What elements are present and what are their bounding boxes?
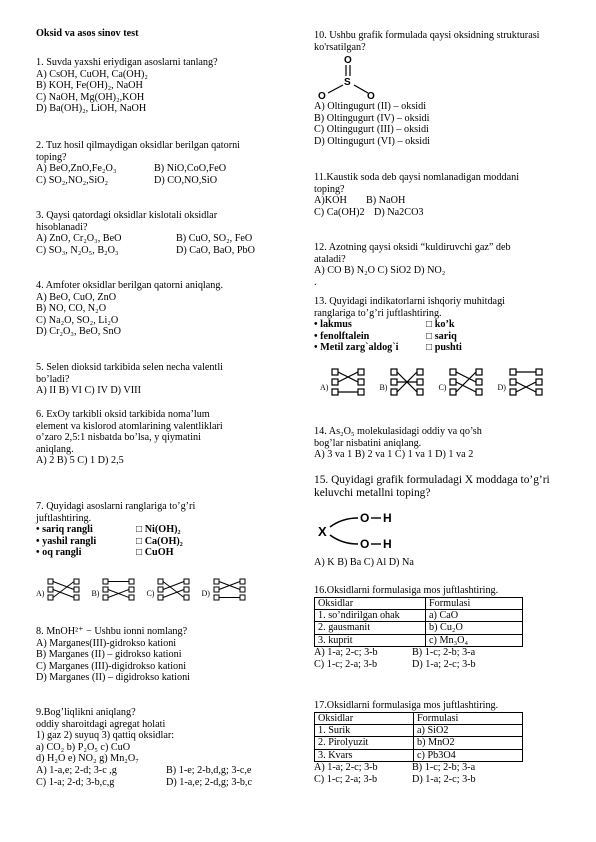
pairing-diagram-icon — [331, 368, 365, 396]
pairing-diagram-icon — [102, 578, 136, 602]
option-c[interactable]: C) 1-a; 2-d; 3-b,c,g — [36, 776, 115, 788]
option-a[interactable]: A) 1-a; 2-c; 3-b — [314, 647, 378, 659]
table-row: 2. Pirolyuzit b) MnO2 — [315, 737, 523, 749]
q16-table: Oksidlar Formulasi 1. so’ndirilgan ohak a) CaO 2. gausmanit b) Cu₂O 3. kuprit c) Mn₃O₄ — [314, 597, 523, 648]
oxygen-top-label: O — [360, 511, 370, 525]
question-8: 8. MnOH²⁺ − Ushbu ionni nomlang? A) Marganes(III)-gidrokso kationi B) Marganes (II) – gidrokso kationi C) Marganes (III)-digidrokso kationi D) Marganes (II) – digidrokso kationi — [36, 626, 292, 684]
question-11: 11.Kaustik soda deb qaysi nomlanadigan moddani toping? A)KOH B) NaOH C) Ca(OH)2 D) Na2CO3 — [314, 172, 520, 218]
oxygen-top-label: O — [344, 55, 352, 66]
question-14: 14. As₂O₅ molekulasidagi oddiy va qo’sh bog’lar nisbatini aniqlang. A) 3 va 1 B) 2 va 1 C) 1 va 1 D) 1 va 2 — [314, 426, 576, 461]
option-b[interactable]: B) NO, CO, N₂O — [36, 303, 107, 315]
question-15-options — [314, 557, 576, 569]
q7-option-c[interactable]: C) — [146, 578, 191, 602]
question-15: 15. Quyidagi grafik formuladagi X moddaga to’g’ri keluvchi metallni toping? — [314, 474, 550, 499]
pairing-diagram-icon — [449, 368, 483, 396]
options-line[interactable]: A) 2 B) 5 C) 1 D) 2,5 — [36, 455, 124, 467]
sulfur-label: S — [344, 77, 351, 88]
test-title: Oksid va asos sinov test — [36, 28, 139, 39]
option-c[interactable]: C) NaOH, Mg(OH)₂,KOH — [36, 91, 145, 103]
q7-option-b[interactable]: B) — [91, 578, 136, 602]
option-a[interactable]: A) ZnO, Cr₂O₃, BeO — [36, 233, 122, 245]
option-d[interactable]: D) Cr₂O₃, BeO, SnO — [36, 326, 121, 338]
option-a[interactable]: A) BeO,ZnO,Fe₂O₃ — [36, 163, 117, 175]
question-5: 5. Selen dioksid tarkibida selen necha valentli bo’ladi? A) II B) VI C) IV D) VIII — [36, 362, 292, 397]
question-13: 13. Quyidagi indikatorlarni ishqoriy muhitdagi ranglariga to’g’ri juftlashtiring. • lakmus □ ko’k • fenolftalein □ sariq • Metil zarg`aldog`i □ pushti — [314, 296, 505, 354]
options-line[interactable]: A) 3 va 1 B) 2 va 1 C) 1 va 1 D) 1 va 2 — [314, 449, 474, 461]
hydrogen-top-label: H — [383, 511, 392, 525]
question-16: 16.Oksidlarni formulasiga mos juftlashtiring. Oksidlar Formulasi 1. so’ndirilgan ohak a) CaO 2. gausmanit b) Cu₂O 3. kuprit c) Mn₃O₄ A) 1-a; 2-c; 3-b B) 1-c; 2-b; 3-a C) 1-c; 2-a; 3-b D) 1-a; 2-c; 3-b — [314, 585, 576, 670]
so2-structure-diagram — [316, 52, 578, 100]
option-c[interactable]: C) Ca(OH)2 — [314, 206, 365, 218]
option-a[interactable]: A) CsOH, CuOH, Ca(OH)₂ — [36, 68, 148, 80]
option-c[interactable]: C) SO₂,NO₂,SiO₂ — [36, 174, 109, 186]
q17-table: Oksidlar Formulasi 1. Surik a) SiO2 2. Pirolyuzit b) MnO2 3. Kvars c) Pb3O4 — [314, 712, 523, 763]
option-a[interactable]: A) BeO, CuO, ZnO — [36, 291, 117, 303]
x-oh-structure-diagram — [316, 508, 578, 554]
q13-option-a[interactable]: A) — [320, 368, 365, 396]
q13-option-c[interactable]: C) — [438, 368, 483, 396]
question-7: 7. Quyidagi asoslarni ranglariga to’g’ri juftlashtiring. • sariq rangli □ Ni(OH)₂ • yashil rangli □ Ca(OH)₂ • oq rangli □ CuOH — [36, 501, 196, 559]
option-b[interactable]: B) Oltingugurt (IV) – oksidi — [314, 112, 430, 124]
options-line[interactable]: A) II B) VI C) IV D) VIII — [36, 385, 141, 397]
question-1: 1. Suvda yaxshi eriydigan asoslarni tanlang? A) CsOH, CuOH, Ca(OH)₂ B) KOH, Fe(OH)₂, NaOH C) NaOH, Mg(OH)₂,KOH D) Ba(OH)₂, LiOH, NaOH — [36, 57, 292, 115]
pairing-diagram-icon — [509, 368, 543, 396]
option-d[interactable]: D) Marganes (II) – digidrokso kationi — [36, 672, 191, 684]
q13-option-b[interactable]: B) — [379, 368, 424, 396]
option-a[interactable]: A) Marganes(III)-gidrokso kationi — [36, 637, 177, 649]
option-d[interactable]: D) Ba(OH)₂, LiOH, NaOH — [36, 103, 147, 115]
question-9: 9.Bog’liqlikni aniqlang? oddiy sharoitdagi agregat holati 1) gaz 2) suyuq 3) qattiq oksidlar: a) CO₂ b) P₂O₅ c) CuO d) H₂O e) NO₂ g) Mn₂O₇ A) 1-a,e; 2-d; 3-c ,g B) 1-e; 2-b,d,g; 3-c,e C) 1-a; 2-d; 3-b,c,g D) 1-a,e; 2-d,g; 3-b,c — [36, 707, 252, 788]
pairing-diagram-icon — [157, 578, 191, 602]
option-a[interactable]: A)KOH — [314, 195, 347, 207]
table-row: 1. Surik a) SiO2 — [315, 725, 523, 737]
option-c[interactable]: C) 1-c; 2-a; 3-b — [314, 773, 378, 785]
x-atom-label: X — [318, 524, 327, 539]
oxygen-bottom-label: O — [360, 537, 370, 551]
q13-option-d[interactable]: D) — [497, 368, 542, 396]
options-line[interactable]: A) K B) Ba C) Al D) Na — [314, 557, 414, 568]
option-d[interactable]: D) 1-a; 2-c; 3-b — [412, 773, 476, 785]
question-17: 17.Oksidlarni formulasiga mos juftlashtiring. Oksidlar Formulasi 1. Surik a) SiO2 2. Pirolyuzit b) MnO2 3. Kvars c) Pb3O4 A) 1-a; 2-c; 3-b B) 1-c; 2-b; 3-a C) 1-c; 2-a; 3-b D) 1-a; 2-c; 3-b — [314, 700, 576, 785]
option-c[interactable]: C) Na₂O, SO₂, Li₂O — [36, 314, 119, 326]
hydrogen-bottom-label: H — [383, 537, 392, 551]
option-c[interactable]: C) 1-c; 2-a; 3-b — [314, 658, 378, 670]
option-b[interactable]: B) 1-e; 2-b,d,g; 3-c,e — [166, 764, 252, 776]
option-b[interactable]: B) Marganes (II) – gidrokso kationi — [36, 649, 182, 661]
option-a[interactable]: A) Oltingugurt (II) – oksidi — [314, 101, 427, 112]
option-b[interactable]: B) NiO,CoO,FeO — [154, 163, 227, 175]
oxygen-right-label: O — [367, 91, 375, 100]
option-b[interactable]: B) CuO, SO₂, FeO — [176, 233, 253, 245]
pairing-diagram-icon — [213, 578, 247, 602]
question-6: 6. ExOy tarkibli oksid tarkibida noma’lum element va kislorod atomlarining valentliklari o’zaro 2,5:1 nisbatda bo’lsa, y qiymatini aniqlang. A) 2 B) 5 C) 1 D) 2,5 — [36, 409, 292, 467]
q7-pairing-diagrams — [36, 578, 292, 602]
option-b[interactable]: B) 1-c; 2-b; 3-a — [412, 762, 476, 774]
option-d[interactable]: D) CO,NO,SiO — [154, 174, 218, 186]
option-a[interactable]: A) 1-a; 2-c; 3-b — [314, 762, 378, 774]
table-row: 3. Kvars c) Pb3O4 — [315, 749, 523, 761]
options-line[interactable]: A) CO B) N₂O C) SiO2 D) NO₂ — [314, 265, 446, 277]
question-12: 12. Azotning qaysi oksidi “kuldiruvchi gaz” deb ataladi? A) CO B) N₂O C) SiO2 D) NO₂ . — [314, 242, 576, 288]
option-b[interactable]: B) NaOH — [366, 195, 406, 207]
question-10: 10. Ushbu grafik formulada qaysi oksidning strukturasi ko'rsatilgan? — [314, 30, 540, 53]
option-d[interactable]: D) 1-a; 2-c; 3-b — [412, 658, 476, 670]
q13-pairing-diagrams — [320, 368, 582, 396]
option-d[interactable]: D) Na2CO3 — [374, 206, 424, 218]
question-2: 2. Tuz hosil qilmaydigan oksidlar berilgan qatorni toping? A) BeO,ZnO,Fe₂O₃ B) NiO,CoO,FeO C) SO₂,NO₂,SiO₂ D) CO,NO,SiO — [36, 140, 241, 186]
oxygen-left-label: O — [318, 91, 326, 100]
q7-option-d[interactable]: D) — [201, 578, 246, 602]
pairing-diagram-icon — [47, 578, 81, 602]
option-c[interactable]: C) SO₃, N₂O₅, B₂O₃ — [36, 244, 119, 256]
option-b[interactable]: B) KOH, Fe(OH)₂, NaOH — [36, 80, 143, 92]
option-a[interactable]: A) 1-a,e; 2-d; 3-c ,g — [36, 764, 117, 776]
table-row: 1. so’ndirilgan ohak a) CaO — [315, 610, 523, 622]
pairing-diagram-icon — [390, 368, 424, 396]
option-c[interactable]: C) Marganes (III)-digidrokso kationi — [36, 660, 187, 672]
table-row: 2. gausmanit b) Cu₂O — [315, 622, 523, 634]
q7-option-a[interactable]: A) — [36, 578, 81, 602]
option-c[interactable]: C) Oltingugurt (III) – oksidi — [314, 124, 429, 136]
option-d[interactable]: D) Oltingugurt (VI) – oksidi — [314, 135, 431, 147]
option-d[interactable]: D) CaO, BaO, PbO — [176, 244, 255, 256]
option-b[interactable]: B) 1-c; 2-b; 3-a — [412, 647, 476, 659]
option-d[interactable]: D) 1-a,e; 2-d,g; 3-b,c — [166, 776, 252, 788]
table-row: 3. kuprit c) Mn₃O₄ — [315, 634, 523, 646]
question-10-options — [314, 101, 576, 147]
question-3: 3. Qaysi qatordagi oksidlar kislotali oksidlar hisoblanadi? A) ZnO, Cr₂O₃, BeO B) CuO, SO₂, FeO C) SO₃, N₂O₅, B₂O₃ D) CaO, BaO, PbO — [36, 210, 255, 256]
question-4: 4. Amfoter oksidlar berilgan qatorni aniqlang. A) BeO, CuO, ZnO B) NO, CO, N₂O C) Na₂O, SO₂, Li₂O D) Cr₂O₃, BeO, SnO — [36, 280, 292, 338]
